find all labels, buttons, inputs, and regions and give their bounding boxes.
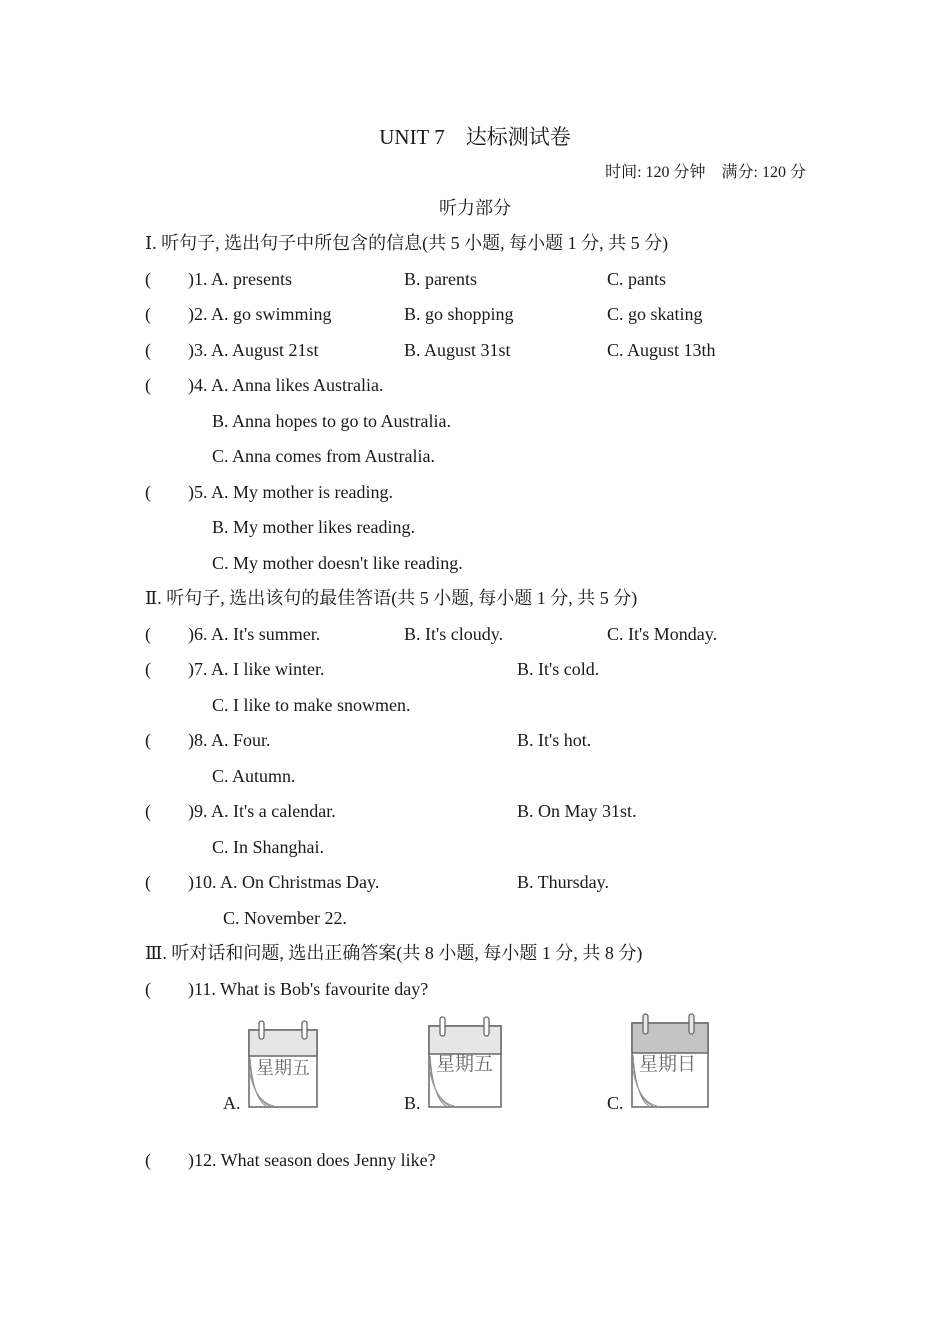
option-c: C. Anna comes from Australia. <box>212 446 435 466</box>
answer-paren: ( <box>145 659 151 679</box>
option-c: C. August 13th <box>607 340 716 360</box>
option-a: )3. A. August 21st <box>188 340 319 360</box>
option-c: C. I like to make snowmen. <box>212 695 411 715</box>
option-a: )7. A. I like winter. <box>188 659 325 679</box>
calendar-image-c <box>629 1011 711 1110</box>
answer-paren: ( <box>145 872 151 892</box>
page-title: UNIT 7 达标测试卷 <box>379 125 571 149</box>
option-a: )2. A. go swimming <box>188 304 332 324</box>
option-c: C. go skating <box>607 304 703 324</box>
calendar-day-text: 星期五 <box>436 1054 494 1075</box>
option-c-label: C. <box>607 1093 624 1113</box>
option-b: B. It's hot. <box>517 730 592 750</box>
option-b: B. August 31st <box>404 340 511 360</box>
question-text: )12. What season does Jenny like? <box>188 1150 436 1170</box>
option-c: C. In Shanghai. <box>212 837 324 857</box>
option-a: )9. A. It's a calendar. <box>188 801 336 821</box>
option-a-label: A. <box>223 1093 241 1113</box>
exam-meta: 时间: 120 分钟 满分: 120 分 <box>605 164 806 181</box>
option-b: B. It's cold. <box>517 659 600 679</box>
answer-paren: ( <box>145 269 151 289</box>
option-a: )5. A. My mother is reading. <box>188 482 393 502</box>
section-1-heading: Ⅰ. 听句子, 选出句子中所包含的信息(共 5 小题, 每小题 1 分, 共 5 分) <box>145 233 669 253</box>
calendar-image-a <box>246 1018 320 1110</box>
answer-paren: ( <box>145 624 151 644</box>
option-c: C. It's Monday. <box>607 624 718 644</box>
answer-paren: ( <box>145 801 151 821</box>
section-3-heading: Ⅲ. 听对话和问题, 选出正确答案(共 8 小题, 每小题 1 分, 共 8 分) <box>145 943 643 963</box>
option-a: )1. A. presents <box>188 269 292 289</box>
option-c: C. Autumn. <box>212 766 296 786</box>
option-a: )10. A. On Christmas Day. <box>188 872 380 892</box>
option-b: B. It's cloudy. <box>404 624 504 644</box>
option-b: B. parents <box>404 269 477 289</box>
calendar-image-b <box>426 1014 504 1110</box>
option-c: C. My mother doesn't like reading. <box>212 553 463 573</box>
answer-paren: ( <box>145 730 151 750</box>
answer-paren: ( <box>145 340 151 360</box>
answer-paren: ( <box>145 979 151 999</box>
option-b: B. Anna hopes to go to Australia. <box>212 411 451 431</box>
option-b-label: B. <box>404 1093 421 1113</box>
option-a: )6. A. It's summer. <box>188 624 321 644</box>
option-a: )8. A. Four. <box>188 730 271 750</box>
answer-paren: ( <box>145 482 151 502</box>
answer-paren: ( <box>145 375 151 395</box>
option-b: B. Thursday. <box>517 872 609 892</box>
part-heading: 听力部分 <box>439 198 511 218</box>
option-a: )4. A. Anna likes Australia. <box>188 375 384 395</box>
answer-paren: ( <box>145 304 151 324</box>
option-b: B. On May 31st. <box>517 801 637 821</box>
answer-paren: ( <box>145 1150 151 1170</box>
option-b: B. My mother likes reading. <box>212 517 415 537</box>
option-b: B. go shopping <box>404 304 514 324</box>
question-text: )11. What is Bob's favourite day? <box>188 979 429 999</box>
section-2-heading: Ⅱ. 听句子, 选出该句的最佳答语(共 5 小题, 每小题 1 分, 共 5 分) <box>145 588 638 608</box>
calendar-day-text: 星期五 <box>256 1058 310 1078</box>
calendar-day-text: 星期日 <box>639 1054 697 1075</box>
option-c: C. pants <box>607 269 667 289</box>
option-c: C. November 22. <box>223 908 347 928</box>
